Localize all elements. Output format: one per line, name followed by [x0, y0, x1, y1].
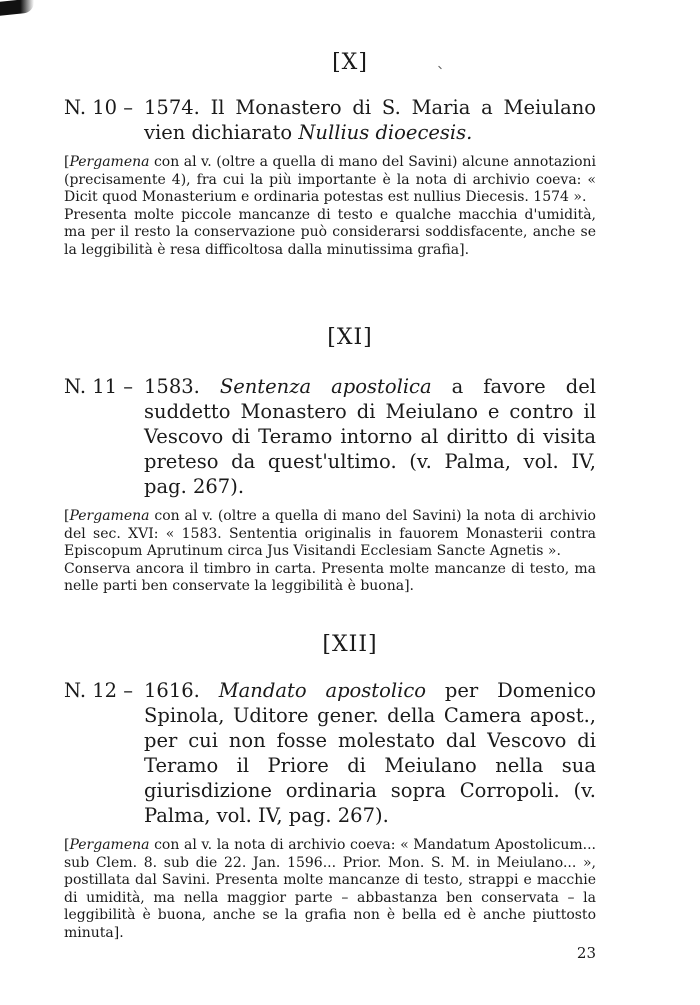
- note-paragraph: [64, 154, 596, 207]
- note-italic: Pergamena: [69, 154, 150, 170]
- entry-number: N. 10 –: [64, 96, 133, 119]
- note-italic: Pergamena: [69, 837, 150, 853]
- entry-title-text: 1616.: [144, 679, 219, 702]
- entry-note: [64, 154, 596, 259]
- entry-title-text: 1583.: [144, 375, 220, 398]
- entry-title-text: 1574. Il Monastero di S. Maria a Meiulano vien dichiarato: [144, 96, 596, 144]
- entry-head: [64, 374, 596, 499]
- entry-note: [64, 837, 596, 942]
- page-number: 23: [576, 944, 596, 962]
- entry-title-tail: per Domenico Spinola, Uditore gener. della Camera apost., per cui non fosse molestato dal Vescovo di Teramo il Priore di Meiulano nella sua giurisdizione ordinaria sopra Corropoli. (v. Palma, vol. IV, pag. 267).: [144, 679, 596, 827]
- entry-title-italic: Nullius dioecesis.: [298, 121, 473, 144]
- entry-number: N. 11 –: [64, 375, 133, 398]
- entry-title: [144, 678, 596, 828]
- note-text: con al v. la nota di archivio coeva: « Mandatum Apostolicum... sub Clem. 8. sub die 22. Jan. 1596... Prior. Mon. S. M. in Meiulano... », postillata dal Savini. Presenta molte mancanze di testo, strappi e macchie di umidità, ma nella maggior parte – abbastanza ben conservata – la leggibilità è buona, anche se la grafia non è bella ed è anche piuttosto minuta].: [64, 837, 596, 941]
- note-bracket: [: [64, 508, 70, 524]
- entry-title-italic: Mandato apostolico: [218, 679, 427, 702]
- note-paragraph-2: Presenta molte piccole mancanze di testo e qualche macchia d'umidità, ma per il resto la conservazione può considerarsi soddisfacente, anche se la leggibilità è resa difficoltosa dalla minutissima grafia].: [64, 206, 596, 258]
- note-text: con al v. (oltre a quella di mano del Savini) la nota di archivio del sec. XVI: « 1583. Sententia originalis in fauorem Monasterii contra Episcopum Aprutinum circa Jus Visitandi Ecclesiam Sancte Agnetis ».: [64, 508, 596, 559]
- entry-title-italic: Sentenza apostolica: [219, 375, 432, 398]
- entry-10: [64, 95, 596, 259]
- note-text: con al v. (oltre a quella di mano del Savini) alcune annotazioni (precisamente 4), fra cui la più importante è la nota di archivio coeva: « Dicit quod Monasterium e ordinaria potestas est nullius Diecesis. 1574 ».: [64, 154, 596, 205]
- entry-head: [64, 678, 596, 828]
- note-paragraph-2: Conserva ancora il timbro in carta. Presenta molte mancanze di testo, ma nelle parti ben conservate la leggibilità è buona].: [64, 560, 596, 594]
- section-heading-x: [X]: [332, 50, 368, 75]
- note-bracket: [: [64, 837, 70, 853]
- note-bracket: [: [64, 154, 70, 170]
- section-heading-xii: [XII]: [322, 632, 378, 657]
- entry-title-tail: a favore del suddetto Monastero di Meiulano e contro il Vescovo di Teramo intorno al diritto di visita preteso da quest'ultimo. (v. Palma, vol. IV, pag. 267).: [144, 375, 596, 498]
- entry-12: [64, 678, 596, 942]
- corner-ink-mark: [0, 0, 34, 16]
- entry-head: [64, 95, 596, 145]
- entry-number: N. 12 –: [64, 679, 133, 702]
- note-paragraph: [64, 837, 596, 942]
- entry-title: [144, 374, 596, 499]
- entry-note: [64, 508, 596, 596]
- section-heading-xi: [XI]: [327, 325, 373, 350]
- entry-11: [64, 374, 596, 596]
- note-paragraph: [64, 508, 596, 561]
- note-italic: Pergamena: [69, 508, 150, 524]
- entry-title: [144, 95, 596, 145]
